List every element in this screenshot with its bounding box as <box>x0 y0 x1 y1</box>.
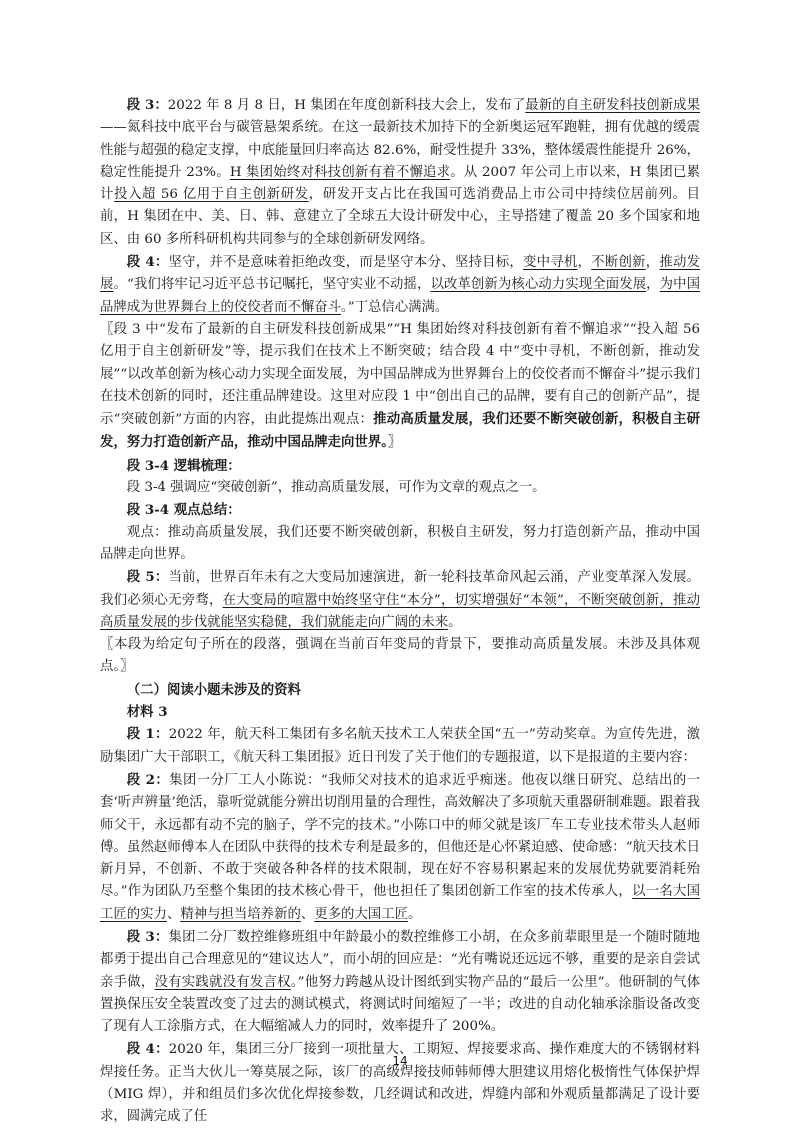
underlined-phrase: 为中国品牌成为世界舞台上的佼佼者而不懈奋斗 <box>100 277 701 315</box>
section-heading: （二）阅读小题未涉及的资料 <box>126 681 301 698</box>
underlined-phrase: 变中寻机 <box>523 255 578 271</box>
underlined-phrase: 以改革创新为核心动力实现全面发展 <box>430 277 647 293</box>
paragraph-3: 段 3：2022 年 8 月 8 日，H 集团在年度创新科技大会上，发布了最新的自主研发科技创新成果——氮科技中底平台与碳管悬架系统。在这一最新技术加持下的全新奥运冠军跑鞋，拥有优越的缓震性能与超强的稳定支撑，中底能量回归率高达 82.6%，耐受性提升 33%，整体缓震性能提升 26%，稳定性能提升 23%。H 集团始终对科技创新有着不懈追求。从 2007 年公司上市以来，H 集团已累计投入超 56 亿用于自主创新研发，研发开支占比在我国可选消费品上市公司中持续位居前列。目前，H 集团在中、美、日、韩、意建立了全球五大设计研发中心，主导搭建了覆盖 20 多个国家和地区、由 60 多所科研机构共同参与的全球创新研发网络。 <box>100 97 701 247</box>
underlined-phrase: 推动发展 <box>100 255 701 293</box>
material-paragraph-2: 段 2：集团一分厂工人小陈说：“我师父对技术的追求近乎痴迷。他夜以继日研究、总结出的一套‘听声辨量’绝活，靠听觉就能分辨出切削用量的合理性，高效解决了多项航天重器研制难题。跟着我师父干，永远都有动不完的脑子，学不完的技术。”小陈口中的师父就是该厂车工专业技术带头人赵师傅。虽然赵师傅本人在团队中获得的技术专利是最多的，但他还是心怀紧迫感、使命感：“航天技术日新月异，不创新、不敢于突破各种各样的技术限制，现在好不容易积累起来的发展优势就要消耗殆尽。”作为团队乃至整个集团的技术核心骨干，他也担任了集团创新工作室的技术传承人，以一名大国工匠的实力、精神与担当培养新的、更多的大国工匠。 <box>100 771 700 922</box>
underlined-phrase: 在大变局的喧嚣中始终坚守住“本分”，切实增强好“本领”，不断突破创新，推动高质量发展的步伐就能坚实稳健，我们就能走向广阔的未来 <box>100 592 700 630</box>
paragraph-label: 段 3： <box>126 928 169 945</box>
underlined-phrase: H 集团始终对科技创新有着不懈追求 <box>229 164 451 180</box>
paragraph-label: 段 4： <box>126 1041 169 1058</box>
paragraph-label: 段 1： <box>126 726 169 743</box>
extracted-viewpoint: 推动高质量发展，我们还要不断突破创新，积极自主研发，努力打造创新产品，推动中国品牌走向世界。 <box>100 411 700 451</box>
analysis-note: 〖段 3 中“发布了最新的自主研发科技创新成果”“H 集团始终对科技创新有着不懈追求”“投入超 56 亿用于自主创新研发”等，提示我们在技术上不断突破；结合段 4 中“变中寻机，不断创新，推动发展”“以改革创新为核心动力实现全面发展，为中国品牌成为世界舞台上的佼佼者而不懈奋斗”提示我们在技术创新的同时，还注重品牌建设。这里对应段 1 中“创出自己的品牌，要有自己的创新产品”，提示“突破创新”方面的内容，由此提炼出观点：推动高质量发展，我们还要不断突破创新，积极自主研发，努力打造创新产品，推动中国品牌走向世界。〗 <box>100 321 700 451</box>
paragraph-5: 段 5：当前，世界百年未有之大变局加速演进，新一轮科技革命风起云涌，产业变革深入发展。我们必须心无旁骛，在大变局的喧嚣中始终坚守住“本分”，切实增强好“本领”，不断突破创新，推动高质量发展的步伐就能坚实稳健，我们就能走向广阔的未来。 <box>100 569 700 630</box>
paragraph-label: 段 2： <box>126 771 170 788</box>
paragraph-4: 段 4：坚守，并不是意味着拒绝改变，而是坚守本分、坚持目标，变中寻机，不断创新，推动发展。“我们将牢记习近平总书记嘱托，坚守实业不动摇，以改革创新为核心动力实现全面发展，为中国品牌成为世界舞台上的佼佼者而不懈奋斗。”丁总信心满满。 <box>100 254 701 315</box>
summary-text: 观点：推动高质量发展，我们还要不断突破创新，积极自主研发，努力打造创新产品，推动中国品牌走向世界。 <box>100 524 700 562</box>
summary-heading: 段 3-4 观点总结： <box>126 502 241 519</box>
underlined-phrase: 以一名大国工匠的实力 <box>100 884 700 922</box>
underlined-phrase: 不断创新 <box>591 255 646 271</box>
material-heading: 材料 3 <box>126 704 168 721</box>
paragraph-label: 段 4： <box>126 254 169 271</box>
underlined-phrase: 投入超 56 亿用于自主创新研发 <box>114 187 309 203</box>
paragraph-label: 段 5： <box>126 569 169 586</box>
underlined-phrase: 精神与担当培养新的 <box>180 906 301 922</box>
document-body <box>100 94 700 1129</box>
underlined-phrase: 更多的大国工匠 <box>314 906 408 922</box>
material-paragraph-3: 段 3：集团二分厂数控维修班组中年龄最小的数控维修工小胡，在众多前辈眼里是一个随时随地都勇于提出自己合理意见的“建议达人”，而小胡的回应是：“光有嘴说还远远不够，重要的是亲自尝试亲手做，没有实践就没有发言权。”他努力跨越从设计图纸到实物产品的“最后一公里”。他研制的气体置换保压安全装置改变了过去的测试模式，将测试时间缩短了一半；改进的自动化轴承涂脂设备改变了现有人工涂脂方式，在大幅缩减人力的同时，效率提升了 200%。 <box>100 928 701 1035</box>
logic-heading: 段 3-4 逻辑梳理： <box>126 457 241 474</box>
page-number: 14 <box>392 1054 408 1068</box>
logic-text: 段 3-4 强调应“突破创新”，推动高质量发展，可作为文章的观点之一。 <box>126 480 546 496</box>
material-paragraph-4: 段 4：2020 年，集团三分厂接到一项批量大、工期短、焊接要求高、操作难度大的不锈钢材料焊接任务。正当大伙儿一筹莫展之际，该厂的高级焊接技师韩师傅大胆建议用熔化极惰性气体保护焊（MIG 焊），并和组员们多次优化焊接参数，几经调试和改进，焊缝内部和外观质量都满足了设计要求，圆满完成了任 <box>100 1041 700 1125</box>
paragraph-label: 段 3： <box>126 97 168 113</box>
material-paragraph-1: 段 1：2022 年，航天科工集团有多名航天技术工人荣获全国“五一”劳动奖章。为宣传先进，激励集团广大干部职工，《航天科工集团报》近日刊发了关于他们的专题报道，以下是报道的主要内容： <box>100 726 700 765</box>
underlined-phrase: 最新的自主研发科技创新成果 <box>525 98 701 113</box>
analysis-note: 〖本段为给定句子所在的段落，强调在当前百年变局的背景下，要推动高质量发展。未涉及具体观点。〗 <box>100 637 700 675</box>
underlined-phrase: 没有实践就没有发言权 <box>154 974 291 990</box>
